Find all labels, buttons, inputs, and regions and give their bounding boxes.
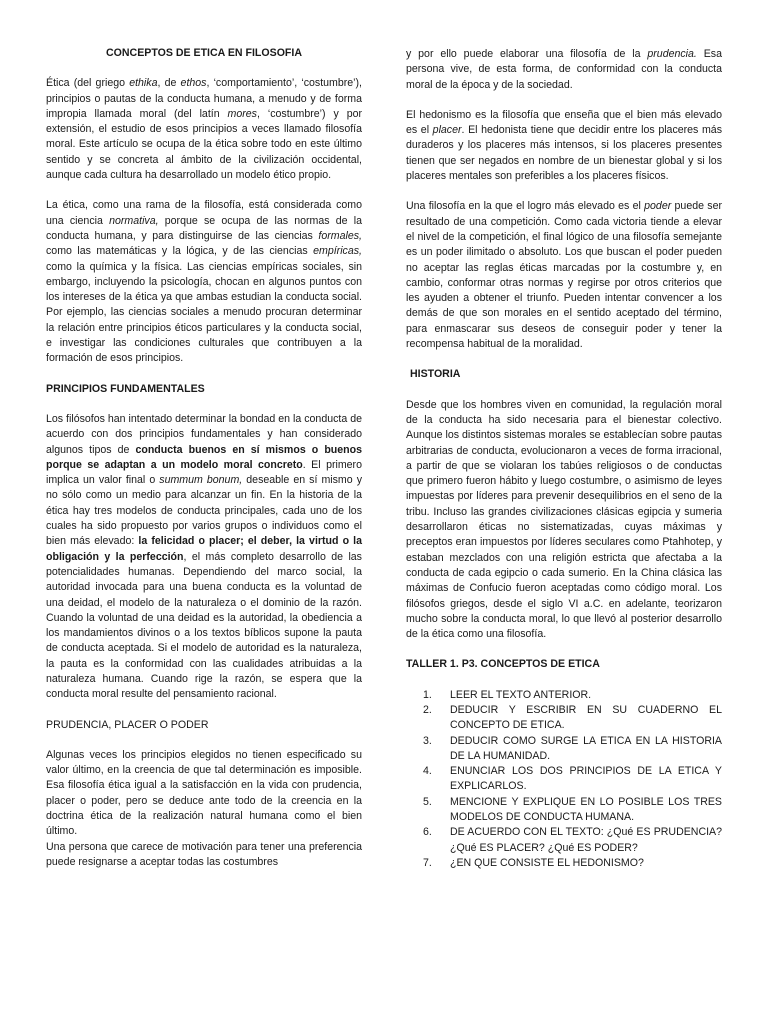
- paragraph-prudencia-end: [406, 47, 722, 93]
- italic-run: prudencia.: [647, 48, 697, 60]
- text-run: deseable en sí mismo y no sólo como un medio para alcanzar un fin. En la historia de la ética hay tres modelos de conducta principales, cada uno de los cuales ha sido propuesto por varios grupos o individuos como el bien más elevado:: [46, 474, 362, 548]
- italic-run: normativa,: [109, 214, 159, 227]
- right-column: [406, 47, 722, 871]
- heading-principios: PRINCIPIOS FUNDAMENTALES: [46, 382, 205, 395]
- text-run: . El primero implica un valor final o: [46, 458, 362, 487]
- paragraph-historia: [406, 398, 722, 643]
- text-run: La ética, como una rama de la filosofía, está considerada como una ciencia: [46, 199, 362, 227]
- left-column: [46, 46, 362, 885]
- text-run: Algunas veces los principios elegidos no tienen especificado su valor último, en la creencia de que tal determinación es imposible. Esa filosofía ética igual a la satisfacción en la vida con prudencia, placer o poder, pero se deduce ante todo de la creencia en la doctrina ética de la realización natural humana como el bien último.: [46, 748, 362, 838]
- heading-prudencia: PRUDENCIA, PLACER O PODER: [46, 718, 209, 731]
- paragraph-principios: [46, 412, 362, 703]
- paragraph-prudencia-start: [46, 840, 362, 871]
- paragraph-valor-ultimo: [46, 748, 362, 840]
- text-run: como la química y la física. Las ciencias empíricas sociales, sin embargo, incluyendo la psicología, chocan en algunos puntos con los intereses de la ética ya que ambas estudian la conducta social. Por ejemplo, las ciencias sociales a menudo procuran determinar la relación entre principios éticos particulares y la conducta social, e investigar las condiciones culturales que contribuyen a la formación de esos principios.: [46, 260, 362, 365]
- task-item: [406, 703, 722, 734]
- task-number: 7.: [423, 856, 432, 869]
- text-run: Los filósofos han intentado determinar la bondad en la conducta de acuerdo con dos principios fundamentales y han considerado algunos tipos de: [46, 412, 362, 456]
- task-text: DEDUCIR COMO SURGE LA ETICA EN LA HISTORIA DE LA HUMANIDAD.: [450, 734, 722, 762]
- text-run: , el más completo desarrollo de las potencialidades humanas. Dependiendo del marco social, la autoridad invocada para una buena conducta es la voluntad de una deidad, el modelo de la naturaleza o el dominio de la razón. Cuando la voluntad de una deidad es la autoridad, la obediencia a los mandamientos divinos o a los textos bíblicos supone la pauta de conducta aceptada. Si el modelo de autoridad es la naturaleza, la pauta es la conformidad con las cualidades atribuidas a la naturaleza humana. Cuando rige la razón, se espera que la conducta moral resulte del pensamiento racional.: [46, 550, 362, 701]
- bold-run: la felicidad o placer; el deber, la virtud o la obligación y la perfección: [46, 535, 362, 563]
- task-item: [406, 734, 722, 765]
- paragraph-hedonismo: [406, 108, 722, 184]
- bold-run: conducta buenos en sí mismos o buenos porque se adaptan a un modelo moral concreto: [46, 443, 362, 471]
- text-run: , de: [157, 77, 181, 90]
- task-item: [406, 688, 722, 703]
- task-number: 5.: [423, 795, 432, 808]
- text-run: Una filosofía en la que el logro más elevado es el: [406, 200, 645, 213]
- task-item: [406, 825, 722, 856]
- task-number: 2.: [423, 703, 432, 716]
- heading-taller: TALLER 1. P3. CONCEPTOS DE ETICA: [406, 658, 600, 671]
- italic-run: ethika: [129, 77, 158, 90]
- italic-run: mores: [227, 107, 257, 120]
- text-run: . El hedonista tiene que decidir entre los placeres más duraderos y los placeres más intensos, si los placeres presentes tienen que ser negados en nombre de un bienestar global y si los placeres mentales son preferibles a los placeres físicos.: [406, 124, 722, 183]
- task-number: 6.: [423, 826, 432, 839]
- text-run: El hedonismo es la filosofía que enseña que el bien más elevado es el: [406, 108, 722, 137]
- task-text: DEDUCIR Y ESCRIBIR EN SU CUADERNO EL CONCEPTO DE ETICA.: [450, 703, 722, 732]
- text-run: , ‘costumbre’) y por extensión, el estudio de esos principios a veces llamado filosofía moral. Este artículo se ocupa de la ética sobre todo en este último sentido y se concreta al ámbito de la civilización occidental, aunque cada cultura ha desarrollado un modelo ético propio.: [46, 107, 363, 182]
- task-number: 3.: [423, 734, 432, 747]
- text-run: Esa persona vive, de esta forma, de conformidad con la conducta moral de la época y de la sociedad.: [406, 48, 722, 91]
- task-item: [406, 856, 722, 871]
- task-item: [406, 764, 722, 795]
- task-text: DE ACUERDO CON EL TEXTO: ¿Qué ES PRUDENCIA? ¿Qué ES PLACER? ¿Qué ES PODER?: [450, 826, 722, 854]
- paragraph-etica-definition: [46, 76, 362, 183]
- text-run: como las matemáticas y la lógica, y de las ciencias: [46, 245, 314, 258]
- italic-run: ethos: [180, 77, 207, 90]
- italic-run: placer: [432, 124, 462, 137]
- task-text: LEER EL TEXTO ANTERIOR.: [450, 688, 592, 701]
- text-run: y por ello puede elaborar una filosofía de la: [406, 48, 648, 60]
- heading-historia: HISTORIA: [410, 368, 461, 381]
- text-run: , ‘comportamiento’, ‘costumbre’), principios o pautas de la conducta humana, a menudo y de forma impropia llamada moral (del latín: [46, 77, 362, 120]
- italic-run: formales,: [318, 229, 362, 242]
- task-text: ¿EN QUE CONSISTE EL HEDONISMO?: [450, 856, 644, 869]
- task-item: [406, 795, 722, 826]
- text-run: puede ser resultado de una competición. Como cada victoria tiende a elevar el nivel de la competición, el final lógico de una filosofía semejante es un poder ilimitado o absoluto. Los que buscan el poder pueden no aceptar las reglas éticas marcadas por la costumbre y, en cambio, conformar otras normas y regirse por otros criterios que les ayuden a obtener el triunfo. Pueden intentar convencer a los demás de que son morales en el sentido aceptado del término, para enmascarar sus deseos de conseguir poder y tener la recompensa habitual de la moralidad.: [406, 200, 722, 351]
- task-list: [406, 688, 722, 872]
- text-run: Ética (del griego: [46, 77, 130, 90]
- italic-run: summum bonum,: [159, 474, 243, 487]
- text-run: Desde que los hombres viven en comunidad, la regulación moral de la conducta ha sido necesaria para el bienestar colectivo. Aunque los distintos sistemas morales se establecían sobre pautas arbitrarias de conducta, evolucionaron a veces de forma irracional, a partir de que se violaran los tabúes religiosos o de conductas que primero fueron hábito y luego costumbre, o asimismo de leyes impuestas por líderes para prevenir desequilibrios en el seno de la tribu. Incluso las grandes civilizaciones clásicas egipcia y sumeria desarrollaron éticas no sistematizadas, cuyas máximas y preceptos eran impuestos por líderes seculares como Ptahhotep, y estaban mezclados con una religión estricta que afectaba a la conducta de cada egipcio o cada sumerio. En la China clásica las máximas de Confucio fueron aceptadas como código moral. Los filósofos griegos, desde el siglo VI a.C. en adelante, teorizaron mucho sobre la conducta moral, lo que llevó al posterior desarrollo de la ética como una filosofía.: [406, 398, 722, 641]
- italic-run: poder: [644, 200, 672, 213]
- document-title: CONCEPTOS DE ETICA EN FILOSOFIA: [106, 47, 302, 59]
- paragraph-poder: [406, 199, 722, 352]
- paragraph-etica-normativa: [46, 198, 362, 366]
- task-number: 4.: [423, 765, 432, 778]
- task-text: MENCIONE Y EXPLIQUE EN LO POSIBLE LOS TRES MODELOS DE CONDUCTA HUMANA.: [450, 795, 722, 824]
- task-text: ENUNCIAR LOS DOS PRINCIPIOS DE LA ETICA Y EXPLICARLOS.: [450, 765, 722, 793]
- task-number: 1.: [423, 688, 432, 701]
- italic-run: empíricas,: [313, 245, 362, 258]
- text-run: Una persona que carece de motivación para tener una preferencia puede resignarse a aceptar todas las costumbres: [46, 840, 362, 868]
- text-run: porque se ocupa de las normas de la conducta humana, y para distinguirse de las ciencias: [46, 214, 363, 242]
